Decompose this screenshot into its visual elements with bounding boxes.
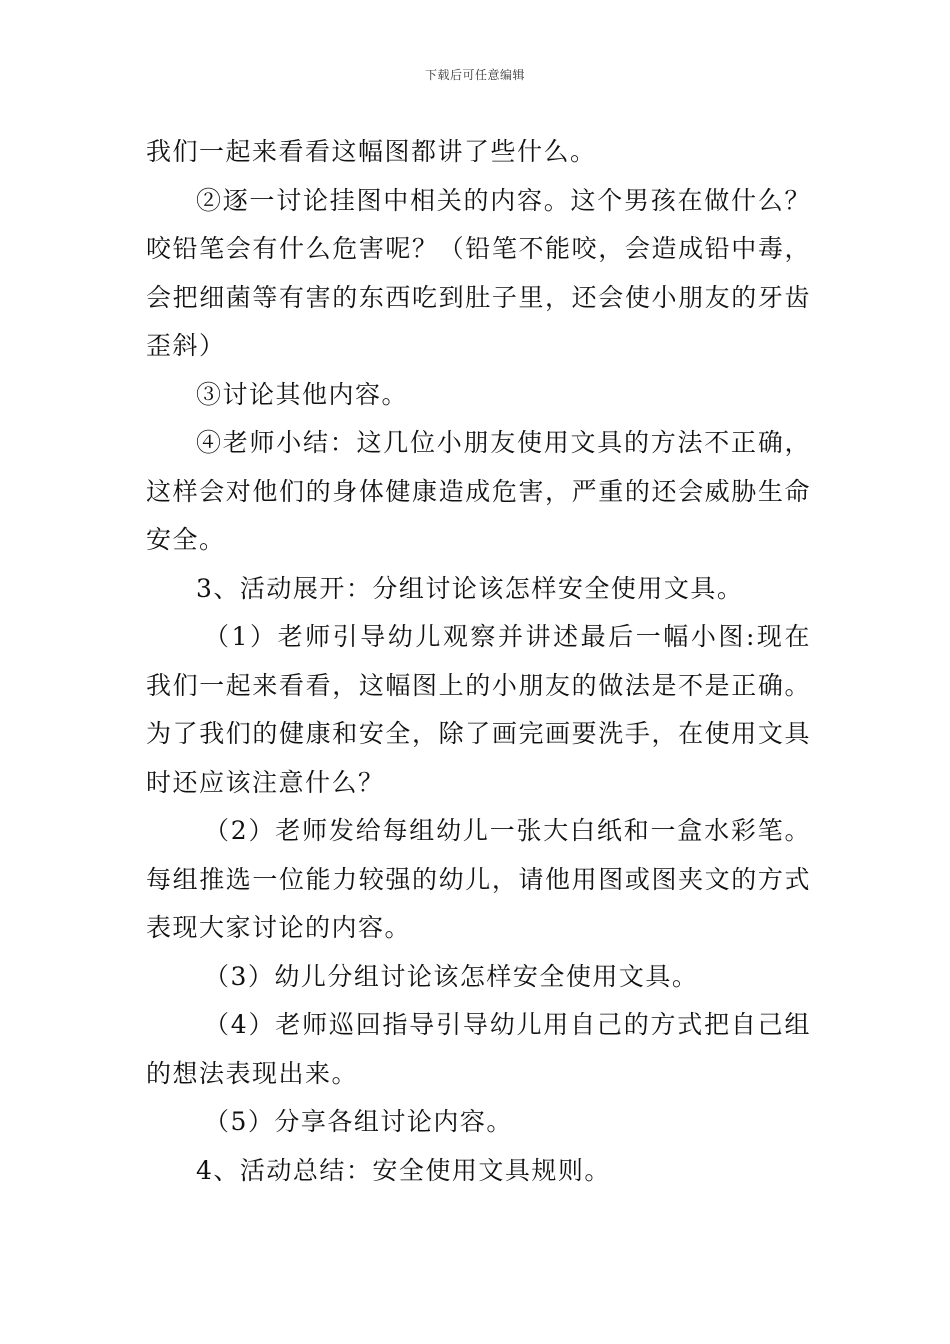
- paragraph-intro: 我们一起来看看这幅图都讲了些什么。: [146, 137, 597, 166]
- paragraph-activity-3: 3、活动展开：分组讨论该怎样安全使用文具。: [196, 573, 744, 603]
- paragraph-step-2: ②逐一讨论挂图中相关的内容。这个男孩在做什么？咬铅笔会有什么危害呢？（铅笔不能咬，会造成铅中毒，会把细菌等有害的东西吃到肚子里，还会使小朋友的牙齿歪斜）: [146, 185, 811, 360]
- paragraph-sub-1: （1）老师引导幼儿观察并讲述最后一幅小图:现在我们一起来看看，这幅图上的小朋友的做法是不是正确。为了我们的健康和安全，除了画完画要洗手，在使用文具时还应该注意什么？: [146, 622, 811, 797]
- paragraph-activity-4: 4、活动总结：安全使用文具规则。: [196, 1155, 611, 1185]
- document-body: [146, 128, 811, 1195]
- paragraph-step-4-summary: ④老师小结：这几位小朋友使用文具的方法不正确，这样会对他们的身体健康造成危害，严重的还会威胁生命安全。: [146, 428, 811, 554]
- paragraph-sub-4: （4）老师巡回指导引导幼儿用自己的方式把自己组的想法表现出来。: [146, 1010, 811, 1088]
- page-header-note: 下载后可任意编辑: [424, 68, 525, 82]
- paragraph-sub-3: （3）幼儿分组讨论该怎样安全使用文具。: [204, 961, 699, 991]
- paragraph-step-3: ③讨论其他内容。: [196, 379, 409, 409]
- paragraph-sub-2: （2）老师发给每组幼儿一张大白纸和一盒水彩笔。每组推选一位能力较强的幼儿，请他用图或图夹文的方式表现大家讨论的内容。: [146, 816, 811, 942]
- paragraph-sub-5: （5）分享各组讨论内容。: [204, 1107, 513, 1136]
